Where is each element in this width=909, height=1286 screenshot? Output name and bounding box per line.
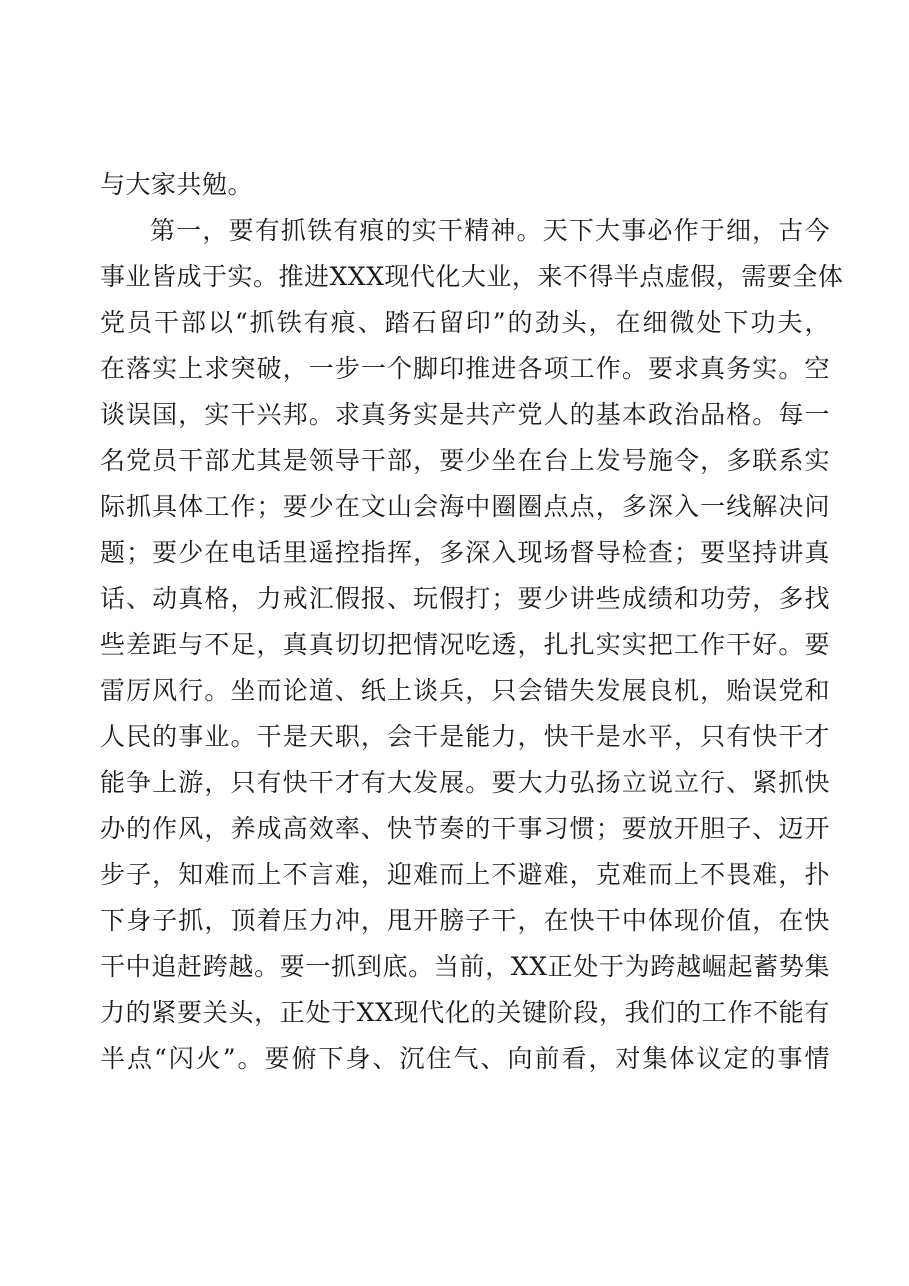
text-line: 题；要少在电话里遥控指挥，多深入现场督导检查；要坚持讲真 [100,538,830,567]
text-line: 力的紧要关头，正处于XX现代化的关键阶段，我们的工作不能有 [100,998,830,1027]
text-line: 人民的事业。干是天职，会干是能力，快干是水平，只有快干才 [100,722,830,751]
text-line: 些差距与不足，真真切切把情况吃透，扎扎实实把工作干好。要 [100,630,830,659]
text-line: 话、动真格，力戒汇假报、玩假打；要少讲些成绩和功劳，多找 [100,584,830,613]
text-line: 能争上游，只有快干才有大发展。要大力弘扬立说立行、紧抓快 [100,768,830,797]
text-line: 名党员干部尤其是领导干部，要少坐在台上发号施令，多联系实 [100,446,830,475]
paragraph-first-line: 第一，要有抓铁有痕的实干精神。天下大事必作于细，古今 [150,216,830,245]
text-line: 际抓具体工作；要少在文山会海中圈圈点点，多深入一线解决问 [100,492,830,521]
text-line: 雷厉风行。坐而论道、纸上谈兵，只会错失发展良机，贻误党和 [100,676,830,705]
text-line: 与大家共勉。 [100,170,254,199]
text-line: 事业皆成于实。推进XXX现代化大业，来不得半点虚假，需要全体 [100,262,844,291]
text-line: 半点“闪火”。要俯下身、沉住气、向前看，对集体议定的事情 [100,1044,830,1073]
text-line: 党员干部以“抓铁有痕、踏石留印”的劲头，在细微处下功夫， [100,308,830,337]
text-line: 下身子抓，顶着压力冲，甩开膀子干，在快干中体现价值，在快 [100,906,830,935]
text-line: 步子，知难而上不言难，迎难而上不避难，克难而上不畏难，扑 [100,860,830,889]
document-body [100,162,844,1082]
text-line: 干中追赶跨越。要一抓到底。当前，XX正处于为跨越崛起蓄势集 [100,952,830,981]
text-line: 在落实上求突破，一步一个脚印推进各项工作。要求真务实。空 [100,354,830,383]
text-line: 谈误国，实干兴邦。求真务实是共产党人的基本政治品格。每一 [100,400,830,429]
text-line: 办的作风，养成高效率、快节奏的干事习惯；要放开胆子、迈开 [100,814,830,843]
